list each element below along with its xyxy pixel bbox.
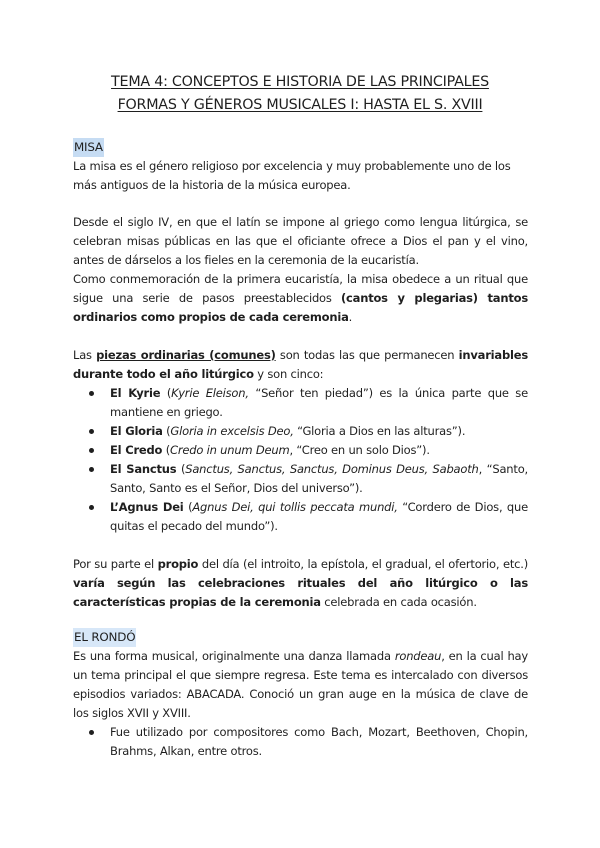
misa-paragraph-3: Como conmemoración de la primera eucaristía, la misa obedece a un ritual que sigue una serie de pasos preestablecidos (cantos y plegarias) tantos ordinarios como propios de cada ceremonia. <box>73 272 528 324</box>
list-item-kyrie: El Kyrie (Kyrie Eleison, “Señor ten piedad”) es la única parte que se mantiene en griego. <box>73 384 528 422</box>
list-item-composers: Fue utilizado por compositores como Bach, Mozart, Beethoven, Chopin, Brahms, Alkan, entre otros. <box>73 723 528 761</box>
misa-history <box>73 213 528 327</box>
misa-emphasis: (cantos y plegarias) tantos ordinarios como propios de cada ceremonia <box>73 291 528 324</box>
list-item-credo: El Credo (Credo in unum Deum, “Creo en un solo Dios”). <box>73 441 528 460</box>
list-item-agnus-dei: L’Agnus Dei (Agnus Dei, qui tollis peccata mundi, “Cordero de Dios, que quitas el pecado del mundo”). <box>73 498 528 536</box>
misa-intro: La misa es el género religioso por excelencia y muy probablemente uno de los más antiguos de la historia de la música europea. <box>73 159 511 192</box>
misa-proper <box>73 555 528 612</box>
proper-paragraph: Por su parte el propio del día (el introito, la epístola, el gradual, el ofertorio, etc.) varía según las celebraciones rituales del año litúrgico o las características propias de la ceremonia celebrada en cada ocasión. <box>73 557 529 609</box>
misa-paragraph-2: Desde el siglo IV, en que el latín se impone al griego como lengua litúrgica, se celebran misas públicas en las que el oficiante ofrece a Dios el pan y el vino, antes de dárselos a los fieles en la ceremonia de la eucaristía. <box>73 215 528 267</box>
document-title <box>60 71 540 117</box>
ordinary-invariable: invariables durante todo el año litúrgico <box>73 348 528 381</box>
rondo-section <box>73 628 528 761</box>
list-item-sanctus: El Sanctus (Sanctus, Sanctus, Sanctus, Dominus Deus, Sabaoth, “Santo, Santo, Santo es el Señor, Dios del universo”). <box>73 460 528 498</box>
rondo-paragraph: Es una forma musical, originalmente una danza llamada rondeau, en la cual hay un tema principal el que siempre regresa. Este tema es intercalado con diversos episodios variados: ABACADA. Conoció un gran auge en la música de clave de los siglos XVII y XVIII. <box>73 649 528 720</box>
rondo-heading: EL RONDÓ <box>73 628 136 647</box>
ordinary-intro: Las piezas ordinarias (comunes) son todas las que permanecen invariables durante todo el año litúrgico y son cinco: <box>73 348 528 381</box>
list-item-gloria: El Gloria (Gloria in excelsis Deo, “Gloria a Dios en las alturas”). <box>73 422 528 441</box>
rondo-list <box>73 723 528 761</box>
ordinary-pieces-list <box>73 384 528 536</box>
ordinary-pieces-term: piezas ordinarias (comunes) <box>96 348 276 362</box>
misa-heading: MISA <box>73 138 104 157</box>
title-line-2: FORMAS Y GÉNEROS MUSICALES I: HASTA EL S. XVIII <box>117 97 483 113</box>
title-line-1: TEMA 4: CONCEPTOS E HISTORIA DE LAS PRINCIPALES <box>111 74 489 90</box>
misa-ordinary <box>73 346 528 536</box>
misa-section <box>73 138 528 195</box>
